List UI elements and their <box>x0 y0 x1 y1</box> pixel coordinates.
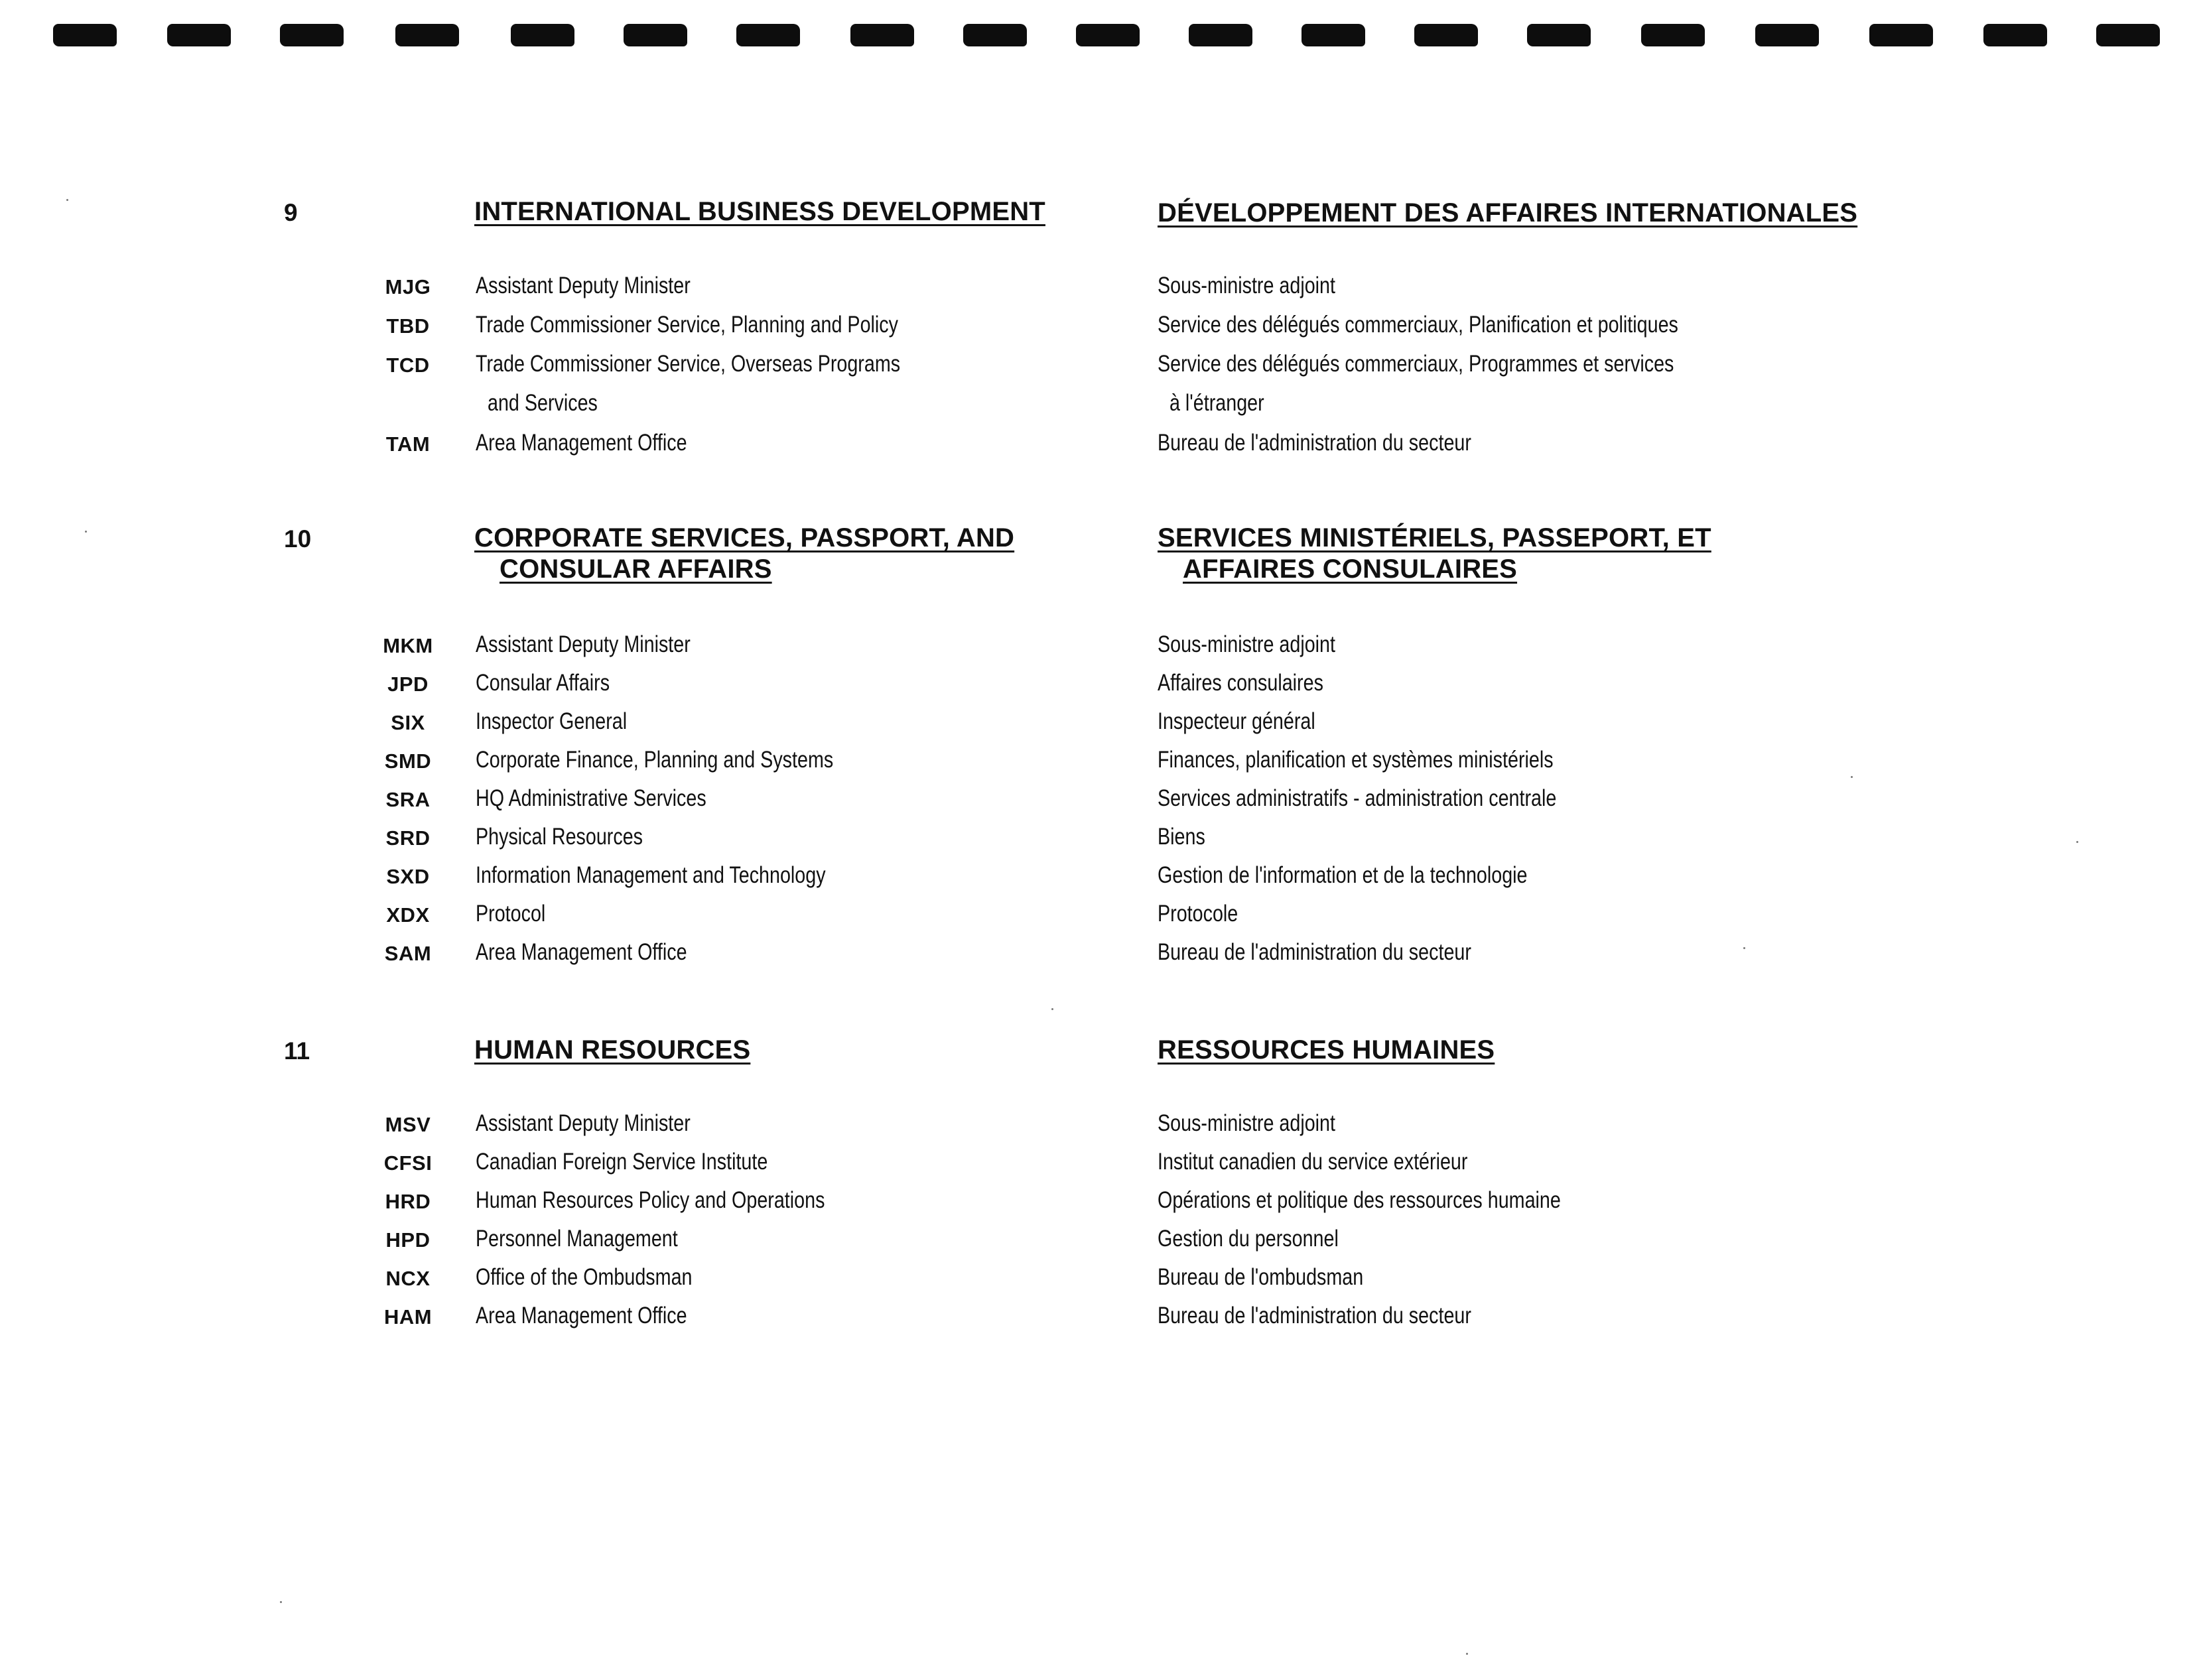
binding-holes <box>0 0 2203 66</box>
office-code: TBD <box>386 314 430 338</box>
office-name-fr: Sous-ministre adjoint <box>1158 631 1335 657</box>
table-row <box>0 937 2203 975</box>
binding-hole <box>280 24 344 46</box>
office-code: HPD <box>385 1228 431 1252</box>
scan-speck <box>1466 1653 1468 1655</box>
table-row <box>0 667 2203 706</box>
table-row <box>0 270 2203 308</box>
office-code: SAM <box>384 942 432 965</box>
binding-hole <box>1527 24 1591 46</box>
binding-hole <box>1414 24 1478 46</box>
office-name-fr: Gestion du personnel <box>1158 1226 1339 1252</box>
section-heading-fr: RESSOURCES HUMAINES <box>1158 1035 1495 1065</box>
office-name-fr: Bureau de l'administration du secteur <box>1158 1303 1471 1328</box>
heading-line-1: CORPORATE SERVICES, PASSPORT, AND <box>474 523 1015 552</box>
office-name-en: and Services <box>488 390 598 416</box>
office-code: SRA <box>385 788 431 811</box>
section-heading-en <box>474 523 1014 585</box>
table-row <box>0 1146 2203 1185</box>
office-name-fr: à l'étranger <box>1169 390 1264 416</box>
table-row <box>0 1261 2203 1300</box>
office-name-fr: Services administratifs - administration centrale <box>1158 785 1557 811</box>
table-row <box>0 1223 2203 1261</box>
office-code: NCX <box>385 1267 431 1290</box>
binding-hole <box>736 24 800 46</box>
office-name-fr: Service des délégués commerciaux, Programmes et services <box>1158 351 1674 377</box>
office-name-fr: Finances, planification et systèmes ministériels <box>1158 747 1554 773</box>
office-name-fr: Inspecteur général <box>1158 708 1315 734</box>
binding-hole <box>511 24 574 46</box>
office-name-fr: Gestion de l'information et de la technologie <box>1158 862 1528 888</box>
section-heading-en: INTERNATIONAL BUSINESS DEVELOPMENT <box>474 197 1045 226</box>
office-code: CFSI <box>383 1151 433 1175</box>
office-name-en: Office of the Ombudsman <box>476 1264 693 1290</box>
scan-speck <box>2076 841 2078 843</box>
office-code: SRD <box>385 826 431 850</box>
table-row <box>0 783 2203 821</box>
office-code: MJG <box>385 275 431 298</box>
office-code: JPD <box>387 673 429 696</box>
table-row <box>0 1300 2203 1338</box>
binding-hole <box>1869 24 1933 46</box>
section-number: 9 <box>284 199 298 226</box>
binding-hole <box>1755 24 1819 46</box>
table-row <box>0 348 2203 387</box>
table-row <box>0 1108 2203 1146</box>
binding-hole <box>1983 24 2047 46</box>
office-name-fr: Sous-ministre adjoint <box>1158 273 1335 298</box>
table-row <box>0 427 2203 466</box>
binding-hole <box>395 24 459 46</box>
office-name-en: Assistant Deputy Minister <box>476 631 691 657</box>
office-name-fr: Sous-ministre adjoint <box>1158 1110 1335 1136</box>
section-heading-fr: DÉVELOPPEMENT DES AFFAIRES INTERNATIONALES <box>1158 198 1858 227</box>
office-name-en: Assistant Deputy Minister <box>476 1110 691 1136</box>
office-name-en: Personnel Management <box>476 1226 678 1252</box>
section-9 <box>0 196 2203 475</box>
section-number: 10 <box>284 525 312 552</box>
section-heading-en: HUMAN RESOURCES <box>474 1035 751 1065</box>
office-name-en: Area Management Office <box>476 430 687 456</box>
office-code: HRD <box>385 1190 431 1213</box>
section-11 <box>0 1035 2203 1353</box>
office-name-en: Information Management and Technology <box>476 862 826 888</box>
office-name-en: Area Management Office <box>476 939 687 965</box>
binding-hole <box>53 24 117 46</box>
binding-hole <box>624 24 687 46</box>
section-10 <box>0 523 2203 987</box>
office-name-fr: Opérations et politique des ressources humaine <box>1158 1187 1561 1213</box>
office-name-en: Assistant Deputy Minister <box>476 273 691 298</box>
heading-line-1: SERVICES MINISTÉRIELS, PASSEPORT, ET <box>1158 523 1711 552</box>
binding-hole <box>167 24 231 46</box>
office-code: TCD <box>386 354 430 377</box>
scan-speck <box>85 531 87 533</box>
table-row <box>0 629 2203 667</box>
office-name-fr: Protocole <box>1158 901 1238 927</box>
office-name-en: Human Resources Policy and Operations <box>476 1187 825 1213</box>
office-name-en: Inspector General <box>476 708 628 734</box>
section-heading-fr <box>1158 523 1711 585</box>
binding-hole <box>1076 24 1140 46</box>
office-name-en: Trade Commissioner Service, Planning and Policy <box>476 312 898 338</box>
heading-line-2: AFFAIRES CONSULAIRES <box>1183 554 1518 584</box>
office-name-en: Canadian Foreign Service Institute <box>476 1149 768 1175</box>
office-name-fr: Bureau de l'administration du secteur <box>1158 939 1471 965</box>
office-code: SXD <box>386 865 430 888</box>
heading-line-2: CONSULAR AFFAIRS <box>500 554 772 584</box>
table-row <box>0 706 2203 744</box>
scan-speck <box>66 199 68 201</box>
office-name-en: Protocol <box>476 901 546 927</box>
scan-speck <box>1051 1008 1053 1010</box>
office-name-en: Trade Commissioner Service, Overseas Programs <box>476 351 901 377</box>
office-code: XDX <box>386 903 430 927</box>
office-code: SIX <box>391 711 425 734</box>
scan-speck <box>1851 776 1853 778</box>
binding-hole <box>1302 24 1365 46</box>
scan-speck <box>280 1601 282 1603</box>
office-name-fr: Affaires consulaires <box>1158 670 1323 696</box>
office-name-en: Area Management Office <box>476 1303 687 1328</box>
office-code: TAM <box>385 432 431 456</box>
office-name-en: Consular Affairs <box>476 670 610 696</box>
office-name-fr: Bureau de l'administration du secteur <box>1158 430 1471 456</box>
office-name-fr: Bureau de l'ombudsman <box>1158 1264 1364 1290</box>
table-row <box>0 309 2203 348</box>
table-row-continuation <box>0 387 2203 426</box>
office-code: MSV <box>385 1113 431 1136</box>
binding-hole <box>963 24 1027 46</box>
office-code: SMD <box>384 749 432 773</box>
office-name-en: HQ Administrative Services <box>476 785 706 811</box>
binding-hole <box>1641 24 1705 46</box>
binding-hole <box>1189 24 1252 46</box>
scan-speck <box>1743 947 1745 949</box>
office-name-fr: Institut canadien du service extérieur <box>1158 1149 1468 1175</box>
office-name-fr: Biens <box>1158 824 1205 850</box>
office-code: HAM <box>383 1305 433 1328</box>
binding-hole <box>2096 24 2160 46</box>
office-name-en: Corporate Finance, Planning and Systems <box>476 747 834 773</box>
table-row <box>0 898 2203 937</box>
binding-hole <box>850 24 914 46</box>
office-name-fr: Service des délégués commerciaux, Planification et politiques <box>1158 312 1678 338</box>
table-row <box>0 821 2203 860</box>
table-row <box>0 860 2203 898</box>
table-row <box>0 744 2203 783</box>
table-row <box>0 1185 2203 1223</box>
section-number: 11 <box>284 1037 310 1065</box>
office-name-en: Physical Resources <box>476 824 643 850</box>
office-code: MKM <box>383 634 433 657</box>
